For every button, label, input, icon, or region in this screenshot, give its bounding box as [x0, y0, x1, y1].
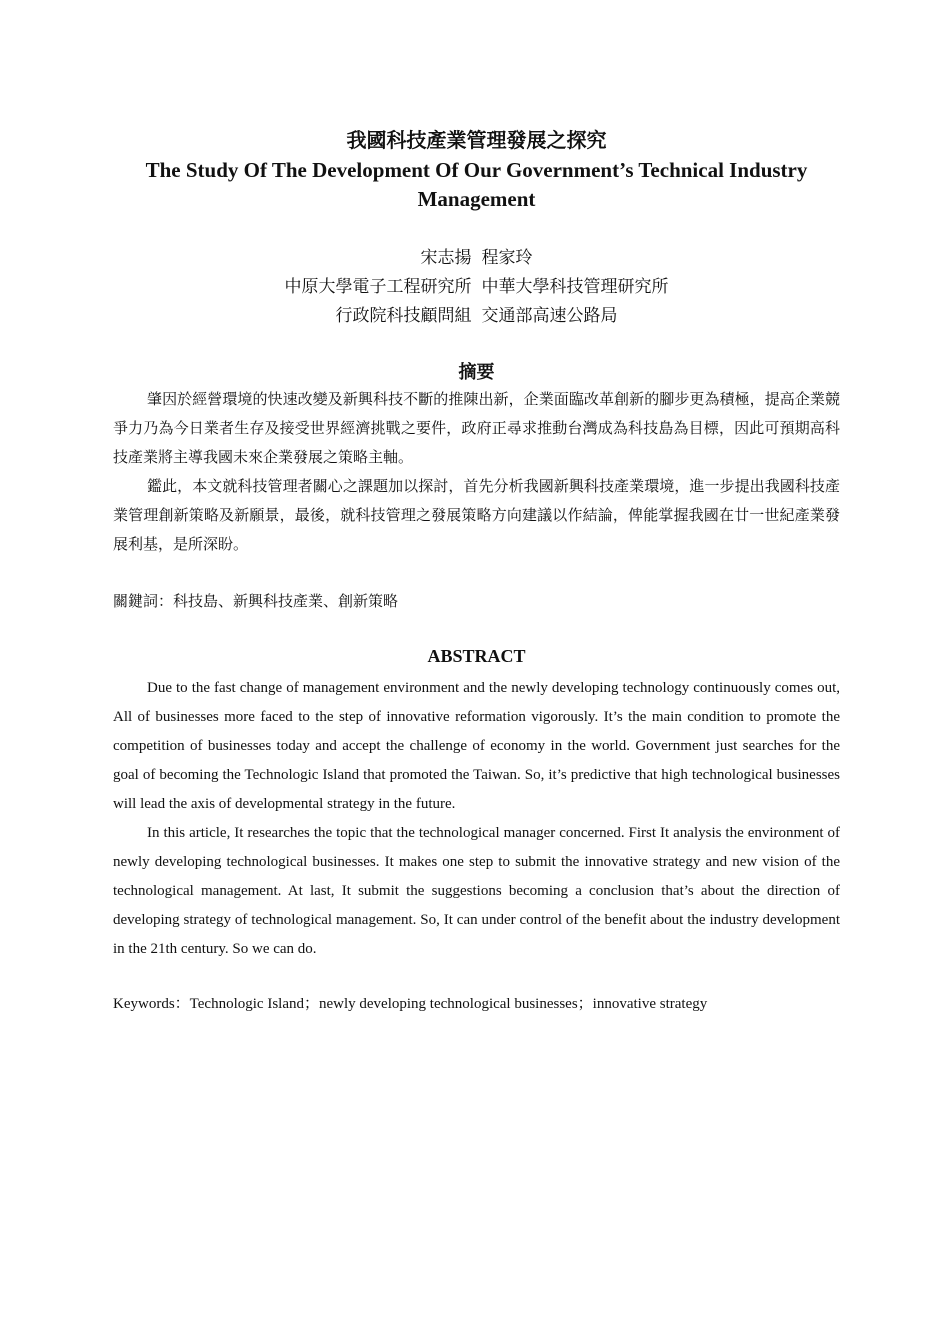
keywords-chinese-values: 科技島、新興科技產業、創新策略 — [173, 594, 399, 610]
keywords-english-values: Technologic Island；newly developing technological businesses；innovative strategy — [189, 996, 708, 1012]
affiliation-1-author-1: 中原大學電子工程研究所 — [284, 277, 472, 296]
title-english-line-1: The Study Of The Development Of Our Government’s Technical Industry — [145, 158, 808, 182]
keywords-chinese — [113, 590, 840, 611]
affiliation-1-author-2: 中華大學科技管理研究所 — [481, 277, 669, 296]
author-name-2: 程家玲 — [481, 248, 533, 267]
keywords-english — [113, 992, 840, 1013]
abstract-english-paragraph-2: In this article, It researches the topic that the technological manager concerned. First It analysis the environment of newly developing technological businesses. It makes one step to submit the innovative strategy and new vision of the technological management. At last, It submit the suggestions becoming a conclusion that’s about the direction of developing strategy of technological management. So, It can under control of the benefit about the industry development in the 21th century. So we can do. — [113, 825, 840, 957]
abstract-chinese-body — [113, 386, 840, 560]
title-english-line-2: Management — [417, 187, 536, 211]
abstract-chinese-heading: 摘要 — [458, 362, 495, 382]
authors-block — [113, 243, 840, 330]
author-affiliations-1 — [113, 272, 840, 301]
title-english — [113, 156, 840, 214]
author-name-1: 宋志揚 — [420, 248, 472, 267]
keywords-chinese-label: 關鍵詞： — [113, 594, 174, 610]
affiliation-2-author-1: 行政院科技顧問組 — [335, 306, 472, 325]
abstract-chinese-paragraph-2: 鑑此，本文就科技管理者關心之課題加以探討，首先分析我國新興科技產業環境，進一步提出我國科技產業管理創新策略及新願景，最後，就科技管理之發展策略方向建議以作結論，俾能掌握我國在廿一世紀產業發展利基，是所深盼。 — [113, 479, 840, 553]
title-chinese: 我國科技產業管理發展之探究 — [346, 130, 607, 152]
abstract-english-body — [113, 674, 840, 964]
abstract-chinese-paragraph-1: 肇因於經營環境的快速改變及新興科技不斷的推陳出新，企業面臨改革創新的腳步更為積極，提高企業競爭力乃為今日業者生存及接受世界經濟挑戰之要件，政府正尋求推動台灣成為科技島為目標，因此可預期高科技產業將主導我國未來企業發展之策略主軸。 — [113, 392, 840, 466]
keywords-english-label: Keywords： — [113, 996, 190, 1012]
affiliation-2-author-2: 交通部高速公路局 — [481, 306, 618, 325]
abstract-english-heading: ABSTRACT — [427, 646, 526, 666]
abstract-english-paragraph-1: Due to the fast change of management environment and the newly developing technology continuously comes out, All of businesses more faced to the step of innovative reformation vigorously. It’s the main condition to promote the competition of businesses today and accept the challenge of economy in the world. Government just searches for the goal of becoming the Technologic Island that promoted the Taiwan. So, it’s predictive that high technological businesses will lead the axis of developmental strategy in the future. — [113, 680, 840, 812]
author-affiliations-2 — [113, 301, 840, 330]
author-names — [113, 243, 840, 272]
